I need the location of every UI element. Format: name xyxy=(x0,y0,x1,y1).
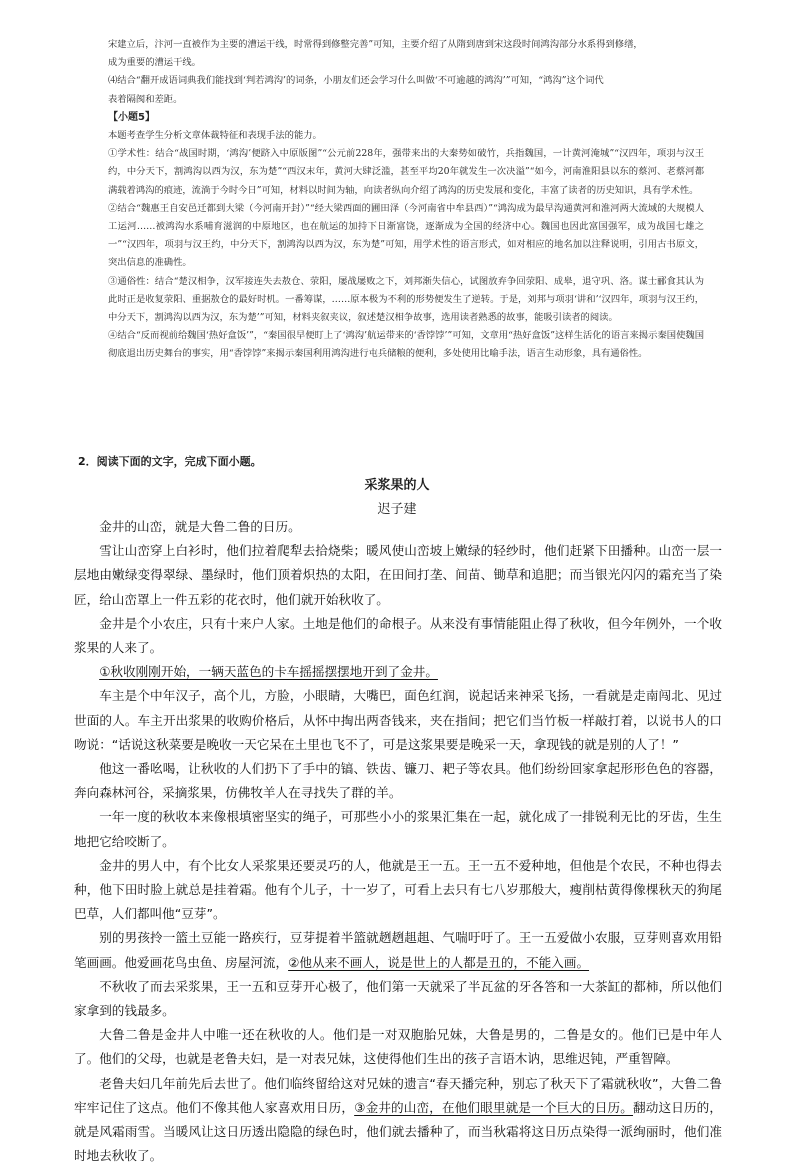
story-paragraph xyxy=(74,1072,722,1168)
analysis-point: ④结合“反而视前给魏国‘热好盒饭’”，“秦国很早便盯上了‘鸿沟’航运带来的‘香饽饽’”可知，文章用“热好盒饭”这样生活化的语言来揭示秦国使魏国彻底退出历史舞台的事实，用“香饽饽”来揭示秦国利用鸿沟进行屯兵储粮的便利，多处使用比喻手法，语言生动形象，具有通俗性。 xyxy=(108,330,704,360)
story-paragraph: 不秋收了而去采浆果，王一五和豆芽开心极了，他们第一天就采了半瓦盆的牙各答和一大茶缸的都柿，所以他们家拿到的钱最多。 xyxy=(74,978,722,1019)
analysis-point: ②结合“魏惠王自安邑迁都到大梁（今河南开封）”“经大梁西面的圃田泽（今河南省中牟县西）”“鸿沟成为最早沟通黄河和淮河两大流域的大规模人工运河……被鸿沟水系哺育滋润的中原地区，也在航运的加持下日渐富饶，逐渐成为全国的经济中心。魏国也因此富国强军，成为战国七雄之一”“汉四年，项羽与汉王约，中分天下，割鸿沟以西为汉，东为楚”可知，用学术性的语言形式，如对相应的地名加以注释说明，引用古书原文，突出信息的准确性。 xyxy=(108,202,704,269)
story-paragraph xyxy=(74,926,722,974)
analysis-point: ①学术性：结合“战国时期，‘鸿沟’便跻入中原版图”“公元前228年，强带来出的大秦势如破竹，兵指魏国，一计黄河淹城”“汉四年，项羽与汉王约，中分天下，割鸿沟以西为汉，东为楚”“西汉末年，黄河大肆泛滥，甚至平均20年就发生一次决溢”“如今，河南淮阳县以东的蔡河、老蔡河都满载着鸿沟的痕迹，流淌于今时今日”可知，材料以时间为轴，向读者纵向介绍了鸿沟的历史发展和变化，丰富了读者的历史知识，具有学术性。 xyxy=(108,148,704,196)
answer-analysis xyxy=(108,36,704,364)
story-paragraph: 金井的男人中，有个比女人采浆果还要灵巧的人，他就是王一五。王一五不爱种地，但他是个农民，不种也得去种，他下田时脸上就总是挂着霜。他有个儿子，十一岁了，可看上去只有七八岁那般大，瘦削枯黄得像棵秋天的狗尾巴草，人们都叫他“豆芽”。 xyxy=(74,857,722,922)
story-paragraph: 他这一番吆喝，让秋收的人们扔下了手中的镐、铁齿、镰刀、耙子等农具。他们纷纷回家拿起形形色色的容器，奔向森林河谷，采摘浆果，仿佛牧羊人在寻找失了群的羊。 xyxy=(74,761,722,801)
story-text: 别的男孩拎一篮土豆能一路疾行，豆芽提着半篮就趔趔趄趄、气喘吁吁了。王一五爱做小农服，豆芽则喜欢用铅笔画画。他爱画花鸟虫鱼、房屋河流， xyxy=(74,930,722,970)
analysis-point: ③通俗性：结合“楚汉相争，汉军接连失去敖仓、荥阳，屡战屡败之下，刘邦渐失信心，试图放弃争回荥阳、成皋，退守巩、洛。谋士郦食其认为此时正是收复荥阳、重据敖仓的最好时机。一番筹谋，……原本极为不利的形势便发生了逆转。于是，刘邦与项羽‘讲和’‘汉四年，项羽与汉王约，中分天下，割鸿沟以西为汉，东为楚’”可知，材料夹叙夹议，叙述楚汉相争故事，选用读者熟悉的故事，能吸引读者的阅读。 xyxy=(108,275,704,324)
story-paragraph: 金井的山峦，就是大鲁二鲁的日历。 xyxy=(99,519,301,534)
story-text: 翻动这日历的，就是风霜雨雪。当暖风让这日历透出隐隐的绿色时，他们就去播种了，而当秋霜将这日历点染得一派绚丽时，他们准时地去秋收了。 xyxy=(74,1099,723,1164)
question-prompt: 2．阅读下面的文字，完成下面小题。 xyxy=(78,455,262,468)
story-paragraph: 金井是个小农庄，只有十来户人家。土地是他们的命根子。从来没有事情能阻止得了秋收，但今年例外，一个收浆果的人来了。 xyxy=(74,615,722,656)
subquestion-label: 【小题5】 xyxy=(108,111,155,123)
underlined-sentence-3: ③金井的山峦，在他们眼里就是一个巨大的日历。 xyxy=(354,1099,634,1115)
story-paragraph: 雪让山峦穿上白衫时，他们拉着爬犁去拾烧柴；暖风使山峦坡上嫩绿的轻纱时，他们赶紧下田播种。山峦一层一层地由嫩绿变得翠绿、墨绿时，他们顶着炽热的太阳，在田间打垄、间苗、锄草和追肥；而当银光闪闪的霜充当了染匠，给山峦罩上一件五彩的花衣时，他们就开始秋收了。 xyxy=(74,543,722,607)
story-paragraph: 车主是个中年汉子，高个儿，方脸，小眼睛，大嘴巴，面色红润，说起话来神采飞扬，一看就是走南闯北、见过世面的人。车主开出浆果的收购价格后，从怀中掏出两沓钱来，夹在指间；把它们当竹板一样敲打着，以说书人的口吻说：“话说这秋菜要是晚收一天它呆在土里也飞不了，可是这浆果要是晚采一天，拿现钱的就是别的人了！” xyxy=(74,688,722,752)
analysis-intro: 本题考查学生分析文章体裁特征和表现手法的能力。 xyxy=(108,130,322,142)
story-paragraph xyxy=(74,660,722,684)
underlined-sentence-2: ②他从来不画人，说是世上的人都是丑的，不能入画。 xyxy=(288,954,590,970)
story-title: 采浆果的人 xyxy=(364,478,430,493)
underlined-sentence-1: ①秋收刚刚开始，一辆天蓝色的卡车摇摇摆摆地开到了金井。 xyxy=(99,664,438,680)
analysis-line: 成为重要的漕运干线。 xyxy=(108,57,201,69)
story-body xyxy=(74,515,722,1168)
story-text: 老鲁夫妇几年前先后去世了。他们临终留给这对兄妹的遗言“春天播完种，别忘了秋天下了霜就秋收”，大鲁二鲁牢牢记住了这点。他们不像其他人家喜欢用日历， xyxy=(74,1075,722,1115)
analysis-line: 表着隔阂和差距。 xyxy=(108,93,183,105)
story-author: 迟子建 xyxy=(377,502,417,517)
analysis-line: ⑷结合“翻开成语词典我们能找到‘判若鸿沟’的词条，小朋友们还会学习什么叫做‘不可逾越的鸿沟’”可知，“鸿沟”这个词代 xyxy=(108,75,604,87)
story-paragraph: 一年一度的秋收本来像根填密坚实的绳子，可那些小小的浆果汇集在一起，就化成了一排锐利无比的牙齿，生生地把它给咬断了。 xyxy=(74,809,722,849)
analysis-line: 宋建立后，汴河一直被作为主要的漕运干线，时常得到修整完善”可知，主要介绍了从隋到唐到宋这段时间鸿沟部分水系得到修缮， xyxy=(108,39,643,50)
story-paragraph: 大鲁二鲁是金井人中唯一还在秋收的人。他们是一对双胞胎兄妹，大鲁是男的，二鲁是女的。他们已是中年人了。他们的父母，也就是老鲁夫妇，是一对表兄妹，这使得他们生出的孩子言语木讷，思维迟钝，严重智障。 xyxy=(74,1027,722,1067)
